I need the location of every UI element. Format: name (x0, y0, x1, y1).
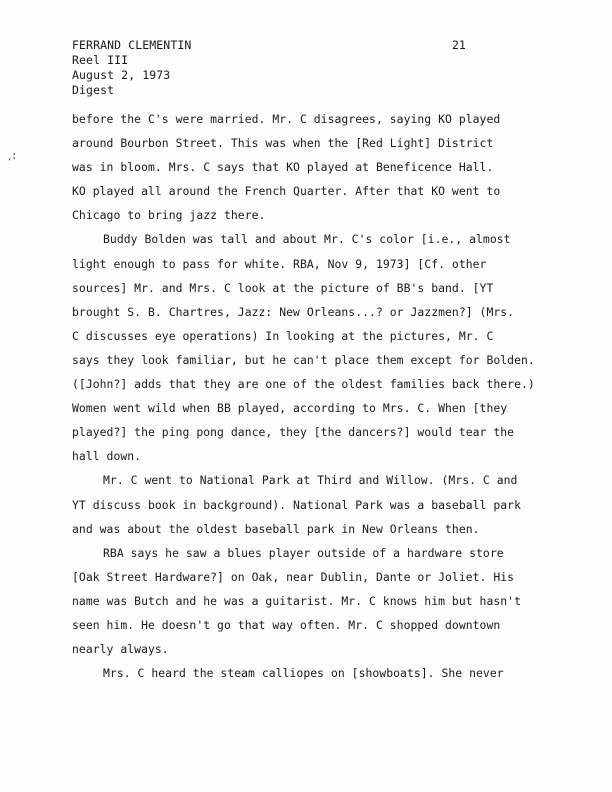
header-reel: Reel III (72, 53, 129, 67)
page-number: 21 (452, 38, 466, 52)
transcript-line: YT discuss book in background). National Park was a baseball park (72, 497, 522, 512)
transcript-line: [Oak Street Hardware?] on Oak, near Dublin, Dante or Joliet. His (72, 569, 515, 584)
transcript-body (72, 107, 550, 685)
header-doc-type: Digest (72, 83, 115, 97)
transcript-line: Mrs. C heard the steam calliopes on [showboats]. She never (103, 666, 504, 681)
transcript-line: was in bloom. Mrs. C says that KO played at Beneficence Hall. (72, 160, 494, 175)
transcript-line: before the C's were married. Mr. C disagrees, saying KO played (72, 112, 501, 126)
transcript-line: brought S. B. Chartres, Jazz: New Orleans...? or Jazzmen?] (Mrs. (72, 304, 515, 319)
transcript-line: Chicago to bring jazz there. (72, 208, 266, 223)
transcript-line: light enough to pass for white. RBA, Nov 9, 1973] [Cf. other (72, 256, 487, 271)
transcript-line: nearly always. (72, 642, 169, 657)
transcript-line: Buddy Bolden was tall and about Mr. C's color [i.e., almost (103, 232, 511, 247)
transcript-line: and was about the oldest baseball park in New Orleans then. (72, 521, 480, 536)
document-header (72, 38, 191, 98)
transcript-line: RBA says he saw a blues player outside of a hardware store (103, 545, 504, 560)
transcript-line: Mr. C went to National Park at Third and Willow. (Mrs. C and (103, 473, 518, 488)
transcript-line: C discusses eye operations) In looking at the pictures, Mr. C (72, 328, 494, 343)
margin-mark: ⸲: (8, 149, 18, 162)
transcript-line: KO played all around the French Quarter. After that KO went to (72, 184, 501, 199)
transcript-line: name was Butch and he was a guitarist. Mr. C knows him but hasn't (72, 593, 522, 608)
header-date: August 2, 1973 (72, 68, 171, 82)
transcript-line: ([John?] adds that they are one of the oldest families back there.) (72, 377, 535, 392)
header-interviewee: FERRAND CLEMENTIN (72, 38, 192, 52)
transcript-line: sources] Mr. and Mrs. C look at the picture of BB's band. [YT (72, 280, 494, 295)
transcript-line: Women went wild when BB played, according to Mrs. C. When [they (72, 401, 508, 416)
transcript-line: around Bourbon Street. This was when the [Red Light] District (72, 136, 494, 151)
transcript-line: hall down. (72, 449, 142, 464)
transcript-line: says they look familiar, but he can't place them except for Bolden. (72, 352, 535, 367)
transcript-line: played?] the ping pong dance, they [the dancers?] would tear the (72, 425, 515, 440)
transcript-line: seen him. He doesn't go that way often. Mr. C shopped downtown (72, 617, 501, 632)
